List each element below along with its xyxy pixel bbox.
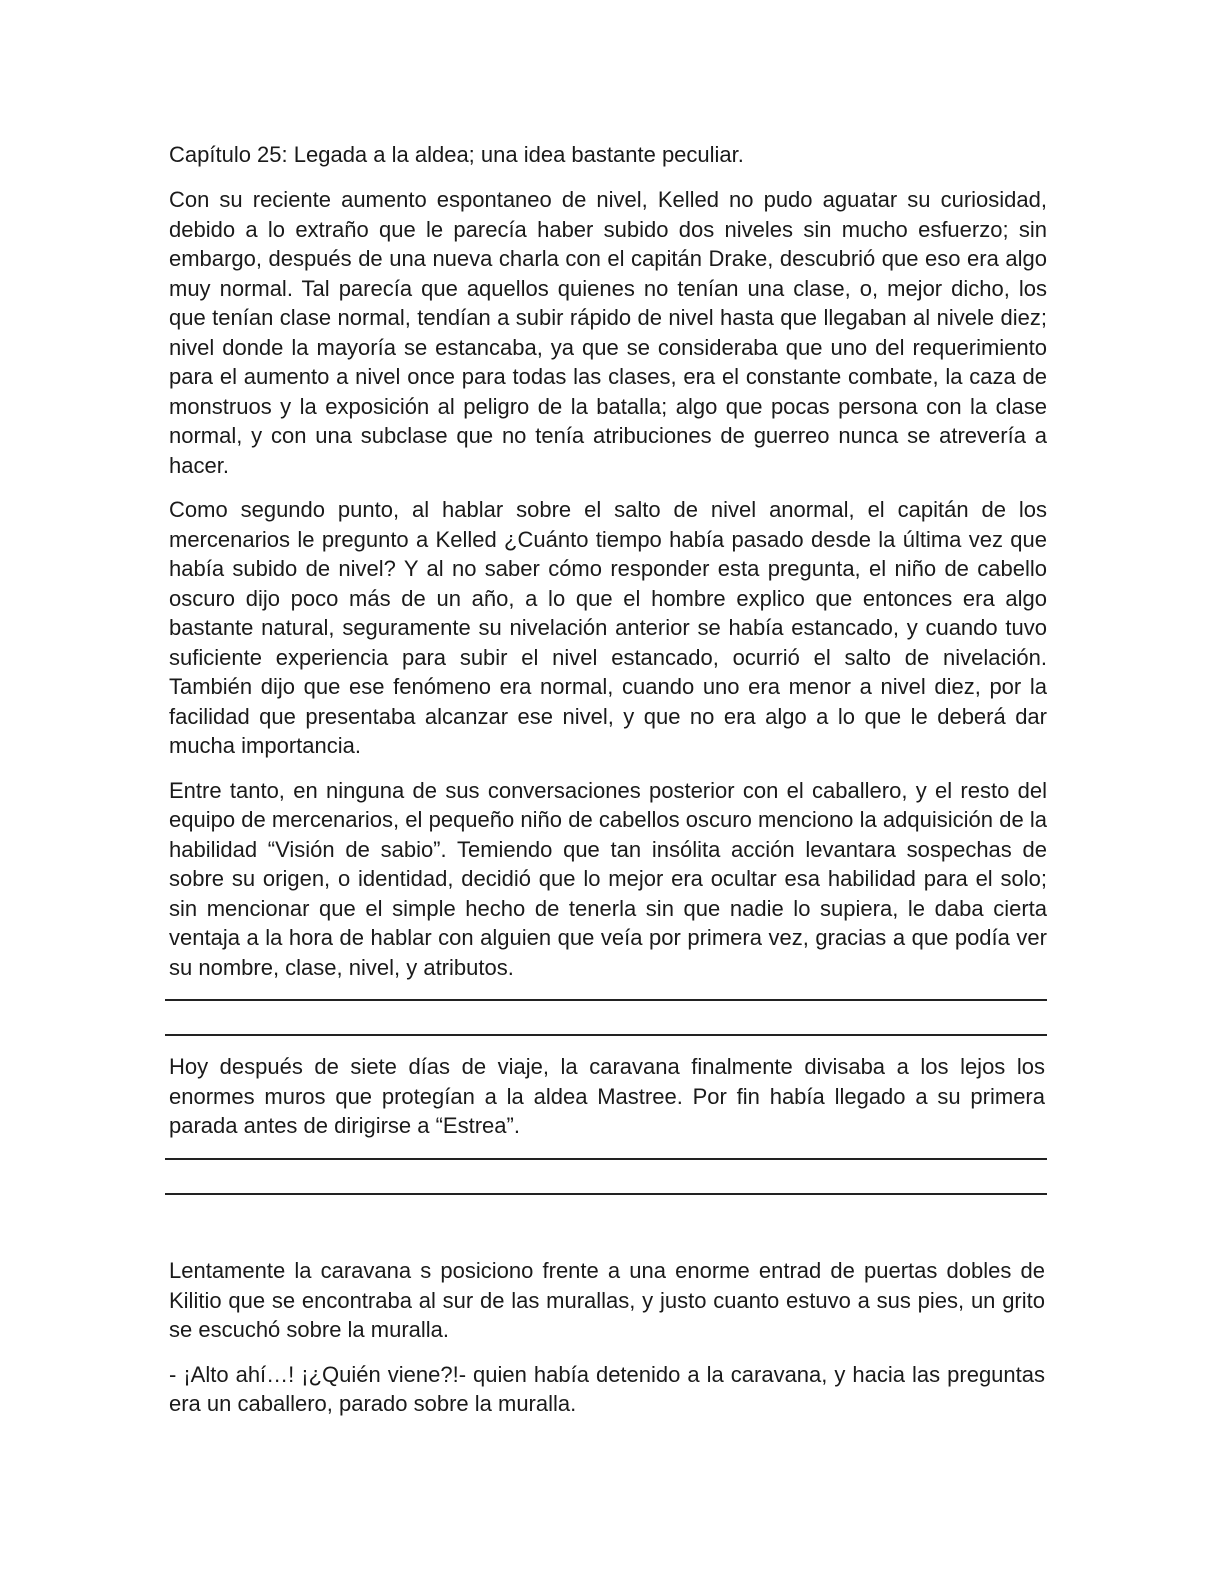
- paragraph-4: Hoy después de siete días de viaje, la caravana finalmente divisaba a los lejos los enormes muros que protegían a la aldea Mastree. Por fin había llegado a su primera parada antes de dirigirse a “Estrea”.: [169, 1054, 1045, 1138]
- document-body-bottom: [169, 1256, 1045, 1434]
- paragraph-6: - ¡Alto ahí…! ¡¿Quién viene?!- quien había detenido a la caravana, y hacia las preguntas era un caballero, parado sobre la muralla.: [169, 1361, 1045, 1416]
- section-divider-2: [165, 1034, 1047, 1036]
- section-divider-1: [165, 999, 1047, 1001]
- section-divider-3: [165, 1158, 1047, 1160]
- document-body-top: [169, 140, 1047, 997]
- paragraph-2: Como segundo punto, al hablar sobre el salto de nivel anormal, el capitán de los mercenarios le pregunto a Kelled ¿Cuánto tiempo había pasado desde la última vez que había subido de nivel? Y al no saber cómo responder esta pregunta, el niño de cabello oscuro dijo poco más de un año, a lo que el hombre explico que entonces era algo bastante natural, seguramente su nivelación anterior se había estancado, y cuando tuvo suficiente experiencia para subir el nivel estancado, ocurrió el salto de nivelación. También dijo que ese fenómeno era normal, cuando uno era menor a nivel diez, por la facilidad que presentaba alcanzar ese nivel, y que no era algo a lo que le deberá dar mucha importancia.: [169, 497, 1047, 758]
- paragraph-3: Entre tanto, en ninguna de sus conversaciones posterior con el caballero, y el resto del equipo de mercenarios, el pequeño niño de cabellos oscuro menciono la adquisición de la habilidad “Visión de sabio”. Temiendo que tan insólita acción levantara sospechas de sobre su origen, o identidad, decidió que lo mejor era ocultar esa habilidad para el solo; sin mencionar que el simple hecho de tenerla sin que nadie lo supiera, le daba cierta ventaja a la hora de hablar con alguien que veía por primera vez, gracias a que podía ver su nombre, clase, nivel, y atributos.: [169, 777, 1047, 980]
- section-divider-4: [165, 1193, 1047, 1195]
- document-body-middle: [169, 1052, 1045, 1156]
- paragraph-1: Con su reciente aumento espontaneo de nivel, Kelled no pudo aguatar su curiosidad, debido a lo extraño que le parecía haber subido dos niveles sin mucho esfuerzo; sin embargo, después de una nueva charla con el capitán Drake, descubrió que eso era algo muy normal. Tal parecía que aquellos quienes no tenían una clase, o, mejor dicho, los que tenían clase normal, tendían a subir rápido de nivel hasta que llegaban al nivele diez; nivel donde la mayoría se estancaba, ya que se consideraba que uno del requerimiento para el aumento a nivel once para todas las clases, era el constante combate, la caza de monstruos y la exposición al peligro de la batalla; algo que pocas persona con la clase normal, y con una subclase que no tenía atribuciones de guerreo nunca se atrevería a hacer.: [169, 187, 1047, 478]
- chapter-title: Capítulo 25: Legada a la aldea; una idea bastante peculiar.: [169, 142, 744, 167]
- paragraph-5: Lentamente la caravana s posiciono frente a una enorme entrad de puertas dobles de Kilitio que se encontraba al sur de las murallas, y justo cuanto estuvo a sus pies, un grito se escuchó sobre la muralla.: [169, 1258, 1045, 1342]
